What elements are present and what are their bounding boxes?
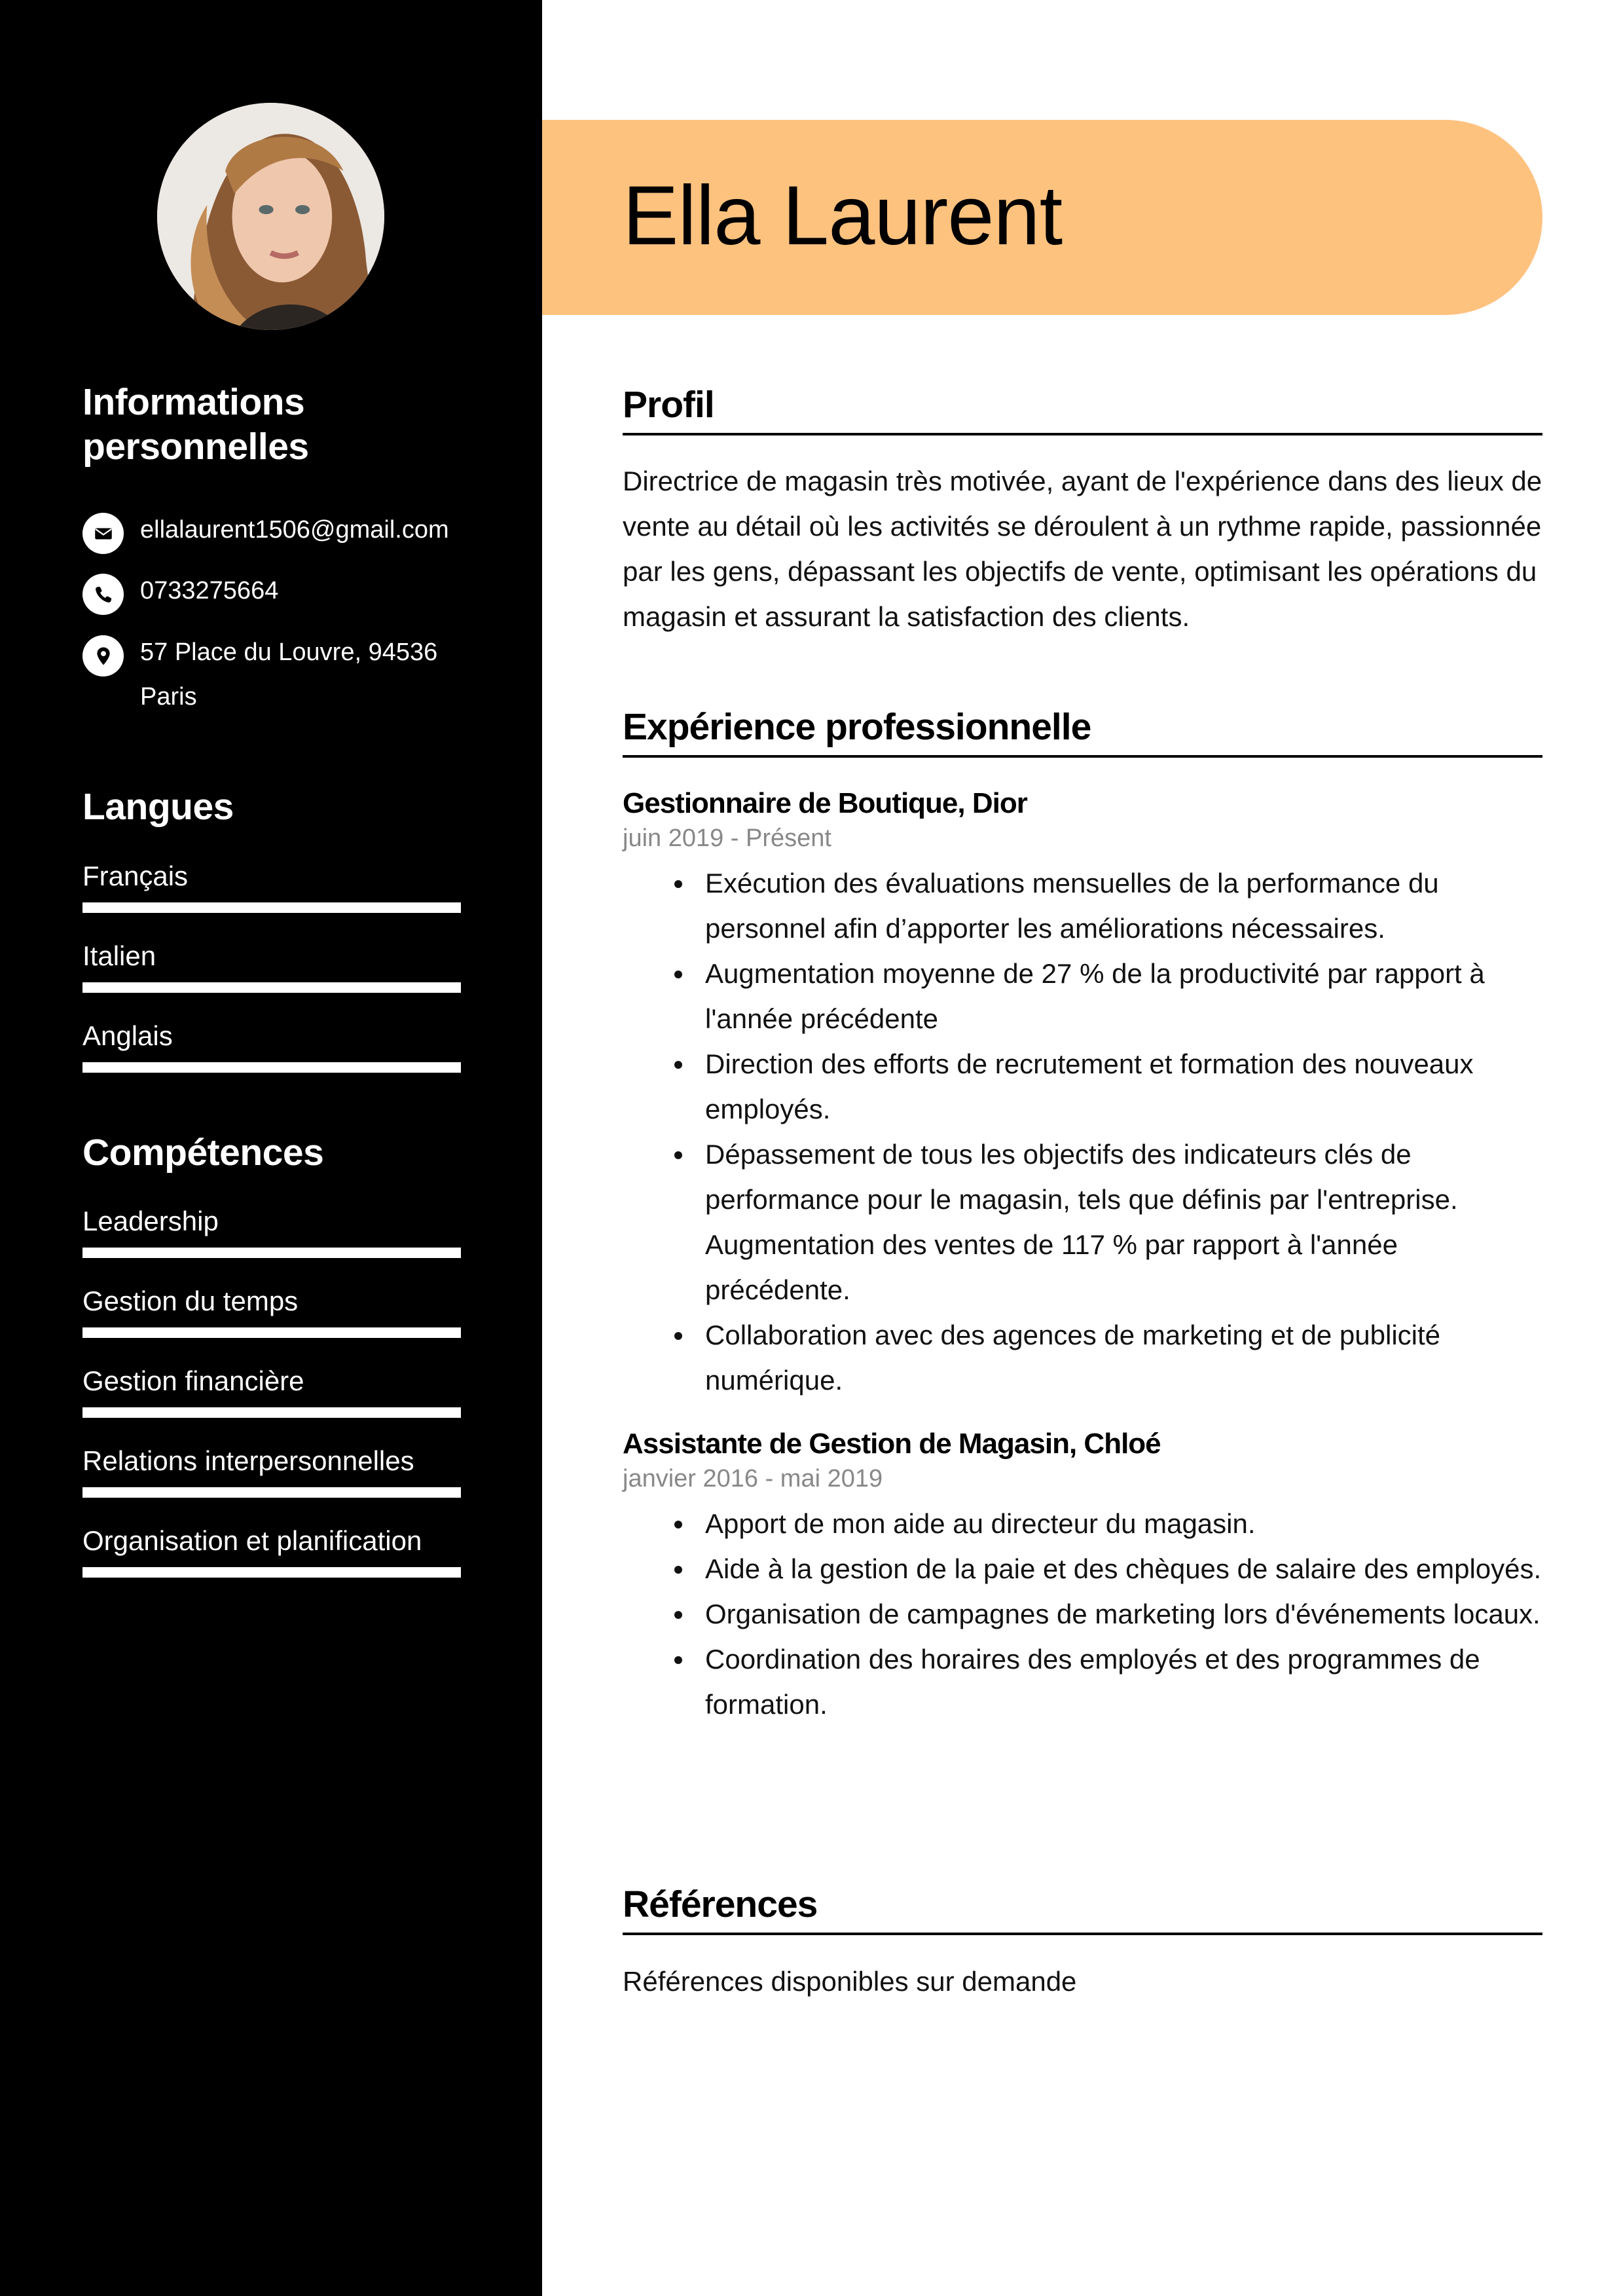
job-title: Assistante de Gestion de Magasin, Chloé <box>623 1428 1161 1460</box>
personal-info-heading: Informations personnelles <box>82 381 309 468</box>
email-text: ellalaurent1506@gmail.com <box>140 516 449 544</box>
language-item <box>82 858 461 895</box>
skill-level-bar <box>82 1567 461 1578</box>
contact-address <box>82 635 488 727</box>
bullet-item: Augmentation moyenne de 27 % de la productivité par rapport à l'année précédente <box>623 951 1542 1041</box>
bullet-item: Organisation de campagnes de marketing lors d'événements locaux. <box>623 1591 1542 1637</box>
bullet-item: Aide à la gestion de la paie et des chèques de salaire des employés. <box>623 1546 1542 1591</box>
contact-phone <box>82 574 488 620</box>
language-item <box>82 938 461 974</box>
job-bullets <box>623 861 1542 1403</box>
mail-icon <box>82 513 124 554</box>
profil-text: Directrice de magasin très motivée, ayant de l'expérience dans des lieux de vente au détail où les activités se déroulent à un rythme rapide, passionnée par les gens, dépassant les objectifs de vente, optimisant les opérations du magasin et assurant la satisfaction des clients. <box>623 466 1542 632</box>
address-text: 57 Place du Louvre, 94536 Paris <box>140 639 438 711</box>
bullet-item: Exécution des évaluations mensuelles de la performance du personnel afin d’apporter les améliorations nécessaires. <box>623 861 1542 951</box>
skills-heading: Compétences <box>82 1132 324 1174</box>
candidate-name: Ella Laurent <box>623 169 1063 263</box>
skill-item <box>82 1203 461 1240</box>
skill-level-bar <box>82 1487 461 1498</box>
skill-level-bar <box>82 1248 461 1258</box>
language-level-bar <box>82 902 461 913</box>
phone-text: 0733275664 <box>140 577 279 604</box>
job-title: Gestionnaire de Boutique, Dior <box>623 787 1027 819</box>
languages-heading: Langues <box>82 786 234 828</box>
skill-label: Gestion du temps <box>82 1286 299 1316</box>
phone-icon <box>82 574 124 615</box>
language-item <box>82 1018 461 1054</box>
skill-label: Leadership <box>82 1206 219 1236</box>
bullet-item: Coordination des horaires des employés et des programmes de formation. <box>623 1637 1542 1727</box>
references-text: Références disponibles sur demande <box>623 1966 1077 1997</box>
job-bullets <box>623 1501 1542 1727</box>
contact-email <box>82 513 488 559</box>
profil-heading: Profil <box>623 382 1542 435</box>
skill-level-bar <box>82 1407 461 1418</box>
experience-heading: Expérience professionnelle <box>623 704 1542 758</box>
language-level-bar <box>82 1062 461 1073</box>
skill-level-bar <box>82 1327 461 1338</box>
skill-label: Relations interpersonnelles <box>82 1445 414 1476</box>
skill-item <box>82 1443 461 1479</box>
sidebar <box>0 0 542 2296</box>
location-pin-icon <box>82 635 124 676</box>
job-dates: juin 2019 - Présent <box>623 824 831 852</box>
language-label: Anglais <box>82 1020 173 1051</box>
skill-item <box>82 1283 461 1320</box>
language-label: Français <box>82 861 189 891</box>
bullet-item: Dépassement de tous les objectifs des indicateurs clés de performance pour le magasin, tels que définis par l'entreprise. Augmentation des ventes de 117 % par rapport à l'année précédente. <box>623 1132 1542 1312</box>
bullet-item: Direction des efforts de recrutement et formation des nouveaux employés. <box>623 1041 1542 1132</box>
skill-item <box>82 1523 461 1559</box>
language-level-bar <box>82 982 461 993</box>
skill-label: Gestion financière <box>82 1365 304 1396</box>
profile-photo <box>157 103 384 330</box>
skill-item <box>82 1363 461 1399</box>
skill-label: Organisation et planification <box>82 1525 422 1556</box>
bullet-item: Collaboration avec des agences de marketing et de publicité numérique. <box>623 1312 1542 1403</box>
bullet-item: Apport de mon aide au directeur du magasin. <box>623 1501 1542 1546</box>
job-dates: janvier 2016 - mai 2019 <box>623 1465 883 1492</box>
portrait-image <box>157 103 384 330</box>
language-label: Italien <box>82 940 156 971</box>
references-heading: Références <box>623 1881 1542 1935</box>
